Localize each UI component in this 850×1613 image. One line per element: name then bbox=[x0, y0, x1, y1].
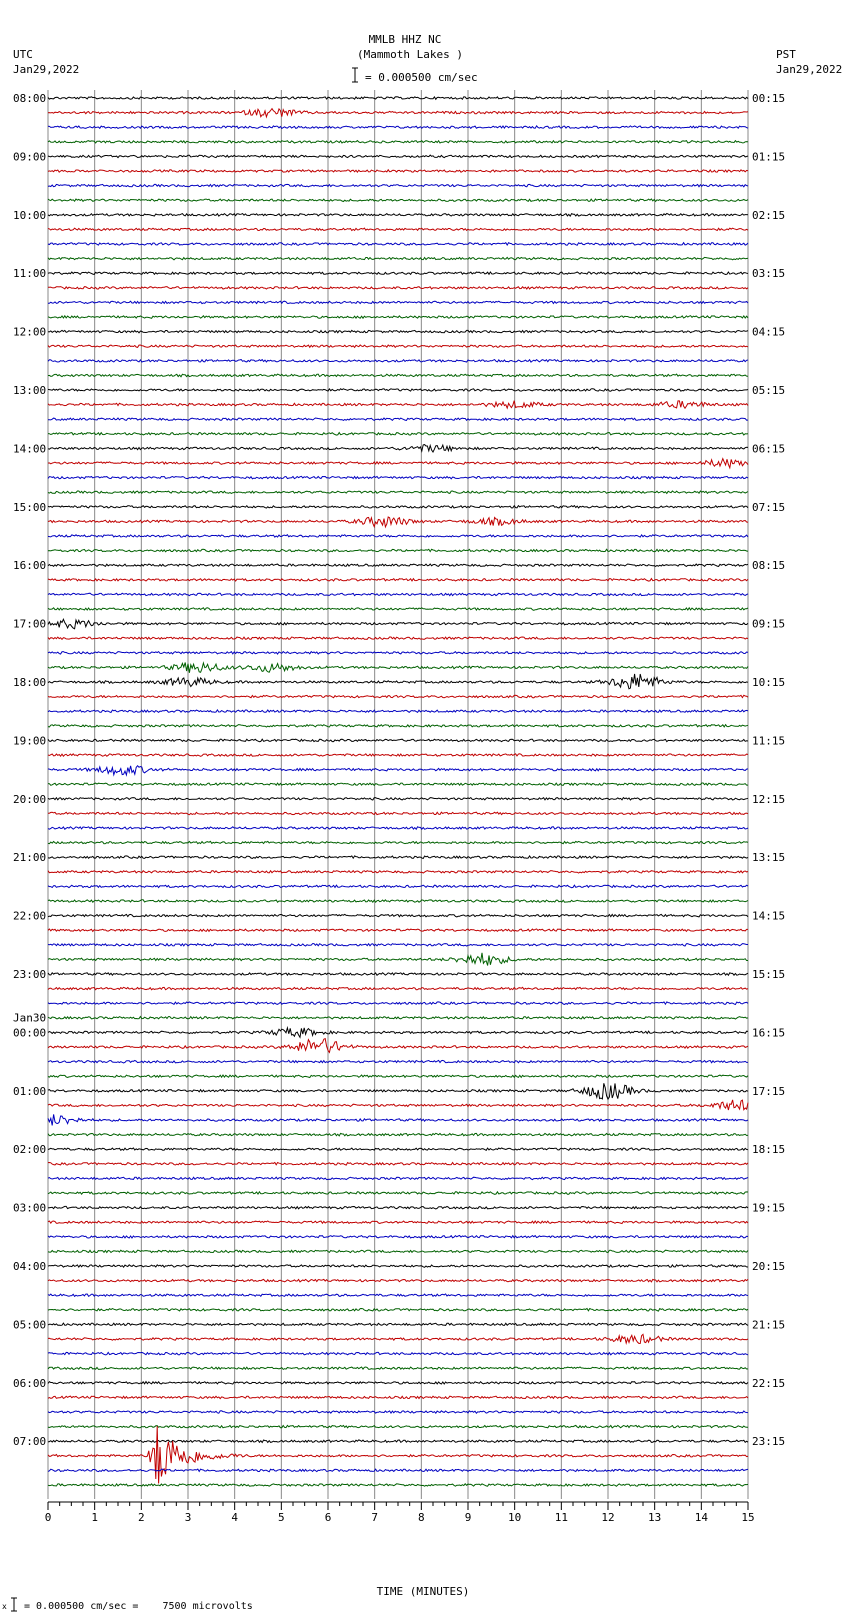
trace-line-46 bbox=[48, 766, 748, 775]
left-timezone: UTC bbox=[13, 48, 33, 61]
x-axis bbox=[45, 1502, 755, 1524]
pst-label: 18:15 bbox=[752, 1143, 786, 1157]
trace-line-49 bbox=[48, 812, 748, 815]
utc-label: 17:00 bbox=[13, 617, 47, 631]
trace-line-66 bbox=[48, 1060, 748, 1063]
trace-line-4 bbox=[48, 155, 748, 158]
date-change-label: Jan30 bbox=[13, 1011, 47, 1025]
trace-line-31 bbox=[48, 549, 748, 552]
trace-line-79 bbox=[48, 1250, 748, 1252]
trace-line-57 bbox=[48, 929, 748, 932]
trace-line-18 bbox=[48, 360, 748, 363]
pst-label: 13:15 bbox=[752, 851, 786, 865]
trace-line-85 bbox=[48, 1334, 748, 1343]
scale-bar-icon bbox=[352, 68, 358, 82]
trace-line-56 bbox=[48, 914, 748, 917]
pst-label: 19:15 bbox=[752, 1201, 786, 1215]
right-timezone: PST bbox=[776, 48, 796, 61]
trace-line-89 bbox=[48, 1396, 748, 1399]
pst-label: 05:15 bbox=[752, 384, 786, 397]
trace-line-48 bbox=[48, 798, 748, 800]
pst-label: 00:15 bbox=[752, 92, 786, 105]
utc-label: 19:00 bbox=[13, 734, 47, 748]
location-title: (Mammoth Lakes ) bbox=[357, 48, 463, 61]
trace-line-27 bbox=[48, 491, 748, 493]
pst-label: 03:15 bbox=[752, 267, 786, 281]
utc-label: 05:00 bbox=[13, 1318, 47, 1332]
trace-line-82 bbox=[48, 1294, 748, 1297]
trace-line-68 bbox=[48, 1083, 748, 1099]
pst-label: 01:15 bbox=[752, 150, 786, 164]
x-tick-label: 3 bbox=[184, 1511, 192, 1524]
x-tick-label: 12 bbox=[601, 1511, 615, 1524]
trace-line-22 bbox=[48, 418, 748, 420]
x-tick-label: 13 bbox=[648, 1511, 662, 1524]
utc-hour-labels bbox=[13, 92, 46, 1448]
trace-line-69 bbox=[48, 1100, 748, 1110]
trace-line-41 bbox=[48, 695, 748, 698]
trace-line-1 bbox=[48, 109, 748, 117]
utc-label: 22:00 bbox=[13, 909, 47, 923]
trace-line-24 bbox=[48, 445, 748, 452]
trace-line-77 bbox=[48, 1221, 748, 1224]
footer-scale-bar-icon bbox=[11, 1598, 17, 1611]
trace-line-21 bbox=[48, 401, 748, 409]
trace-line-63 bbox=[48, 1017, 748, 1020]
utc-label: 15:00 bbox=[13, 500, 47, 514]
utc-label: 00:00 bbox=[13, 1026, 47, 1040]
trace-line-6 bbox=[48, 184, 748, 186]
station-title: MMLB HHZ NC bbox=[368, 33, 442, 46]
trace-line-71 bbox=[48, 1133, 748, 1136]
utc-label: 11:00 bbox=[13, 267, 47, 281]
trace-line-30 bbox=[48, 535, 748, 537]
trace-line-12 bbox=[48, 272, 748, 275]
trace-line-44 bbox=[48, 739, 748, 742]
trace-line-72 bbox=[48, 1148, 748, 1150]
utc-label: 18:00 bbox=[13, 676, 47, 689]
x-tick-label: 7 bbox=[371, 1511, 378, 1524]
utc-label: 02:00 bbox=[13, 1143, 47, 1157]
trace-line-34 bbox=[48, 593, 748, 596]
trace-line-81 bbox=[48, 1279, 748, 1282]
utc-label: 06:00 bbox=[13, 1376, 47, 1390]
trace-line-43 bbox=[48, 725, 748, 727]
trace-line-14 bbox=[48, 301, 748, 304]
utc-label: 03:00 bbox=[13, 1201, 47, 1215]
pst-label: 04:15 bbox=[752, 325, 786, 339]
trace-line-55 bbox=[48, 900, 748, 903]
pst-label: 22:15 bbox=[752, 1376, 786, 1390]
trace-line-13 bbox=[48, 287, 748, 290]
trace-line-0 bbox=[48, 97, 748, 100]
utc-label: 13:00 bbox=[13, 384, 47, 397]
trace-line-75 bbox=[48, 1192, 748, 1195]
trace-line-29 bbox=[48, 517, 748, 527]
trace-line-19 bbox=[48, 374, 748, 377]
x-tick-label: 1 bbox=[91, 1511, 98, 1524]
utc-label: 12:00 bbox=[13, 325, 47, 339]
utc-label: 20:00 bbox=[13, 792, 47, 806]
trace-line-7 bbox=[48, 199, 748, 202]
trace-line-65 bbox=[48, 1039, 748, 1053]
trace-line-9 bbox=[48, 228, 748, 231]
x-tick-label: 2 bbox=[138, 1511, 145, 1524]
trace-line-39 bbox=[48, 663, 748, 673]
trace-line-59 bbox=[48, 953, 748, 966]
trace-line-53 bbox=[48, 871, 748, 873]
trace-line-60 bbox=[48, 973, 748, 976]
x-tick-label: 14 bbox=[694, 1511, 708, 1524]
trace-line-42 bbox=[48, 710, 748, 713]
trace-line-23 bbox=[48, 433, 748, 436]
trace-line-91 bbox=[48, 1425, 748, 1428]
trace-line-47 bbox=[48, 783, 748, 786]
trace-line-16 bbox=[48, 330, 748, 332]
trace-line-83 bbox=[48, 1309, 748, 1312]
trace-line-70 bbox=[48, 1114, 748, 1125]
pst-label: 06:15 bbox=[752, 442, 786, 456]
pst-label: 12:15 bbox=[752, 792, 786, 806]
utc-label: 16:00 bbox=[13, 559, 47, 573]
trace-line-28 bbox=[48, 506, 748, 509]
trace-line-37 bbox=[48, 637, 748, 639]
utc-label: 23:00 bbox=[13, 968, 47, 981]
pst-label: 23:15 bbox=[752, 1435, 786, 1449]
x-tick-label: 9 bbox=[464, 1511, 472, 1524]
trace-line-36 bbox=[48, 619, 748, 629]
trace-line-11 bbox=[48, 257, 748, 259]
utc-label: 04:00 bbox=[13, 1260, 47, 1273]
trace-line-2 bbox=[48, 126, 748, 129]
pst-hour-labels bbox=[752, 92, 785, 1448]
x-tick-label: 4 bbox=[231, 1511, 238, 1524]
pst-label: 17:15 bbox=[752, 1084, 786, 1098]
trace-line-52 bbox=[48, 856, 748, 859]
trace-line-92 bbox=[48, 1440, 748, 1443]
trace-line-32 bbox=[48, 564, 748, 566]
trace-line-93 bbox=[48, 1426, 748, 1483]
utc-label: 10:00 bbox=[13, 208, 47, 222]
trace-line-8 bbox=[48, 214, 748, 217]
trace-line-64 bbox=[48, 1028, 748, 1037]
trace-line-58 bbox=[48, 944, 748, 946]
utc-label: 07:00 bbox=[13, 1435, 47, 1449]
trace-line-87 bbox=[48, 1367, 748, 1370]
trace-line-51 bbox=[48, 841, 748, 843]
trace-line-80 bbox=[48, 1265, 748, 1268]
trace-line-94 bbox=[48, 1469, 748, 1472]
pst-label: 08:15 bbox=[752, 559, 786, 573]
x-tick-label: 15 bbox=[741, 1511, 755, 1524]
pst-label: 16:15 bbox=[752, 1026, 786, 1040]
pst-label: 10:15 bbox=[752, 676, 786, 689]
trace-line-78 bbox=[48, 1236, 748, 1239]
footer-marker: x bbox=[2, 1602, 7, 1611]
footer-scale-note: = 0.000500 cm/sec = 7500 microvolts bbox=[24, 1601, 253, 1612]
trace-line-25 bbox=[48, 459, 748, 468]
trace-line-88 bbox=[48, 1382, 748, 1385]
x-tick-label: 0 bbox=[44, 1511, 52, 1524]
pst-label: 07:15 bbox=[752, 500, 786, 514]
pst-label: 20:15 bbox=[752, 1260, 786, 1273]
trace-line-54 bbox=[48, 885, 748, 888]
x-tick-label: 11 bbox=[554, 1511, 568, 1524]
scale-label: = 0.000500 cm/sec bbox=[365, 71, 478, 84]
utc-label: 21:00 bbox=[13, 851, 47, 865]
x-tick-label: 6 bbox=[324, 1511, 332, 1524]
trace-line-35 bbox=[48, 608, 748, 611]
trace-line-17 bbox=[48, 345, 748, 348]
trace-line-45 bbox=[48, 754, 748, 757]
trace-line-5 bbox=[48, 170, 748, 172]
trace-line-26 bbox=[48, 476, 748, 479]
trace-line-74 bbox=[48, 1177, 748, 1179]
trace-line-95 bbox=[48, 1484, 748, 1486]
pst-label: 14:15 bbox=[752, 909, 786, 923]
pst-label: 02:15 bbox=[752, 208, 786, 222]
trace-line-50 bbox=[48, 827, 748, 830]
trace-line-67 bbox=[48, 1075, 748, 1078]
pst-label: 15:15 bbox=[752, 968, 786, 981]
trace-line-84 bbox=[48, 1323, 748, 1326]
right-date: Jan29,2022 bbox=[776, 63, 843, 76]
trace-line-76 bbox=[48, 1206, 748, 1209]
x-tick-label: 5 bbox=[278, 1511, 285, 1524]
trace-line-40 bbox=[48, 674, 748, 689]
trace-line-10 bbox=[48, 243, 748, 246]
pst-label: 09:15 bbox=[752, 617, 786, 631]
x-tick-label: 8 bbox=[418, 1511, 425, 1524]
trace-line-90 bbox=[48, 1411, 748, 1414]
trace-line-86 bbox=[48, 1352, 748, 1355]
trace-line-61 bbox=[48, 987, 748, 990]
trace-line-38 bbox=[48, 652, 748, 655]
pst-label: 21:15 bbox=[752, 1318, 786, 1332]
trace-group bbox=[48, 97, 748, 1486]
utc-label: 14:00 bbox=[13, 442, 47, 456]
x-tick-label: 10 bbox=[508, 1511, 522, 1524]
left-date: Jan29,2022 bbox=[13, 63, 80, 76]
trace-line-73 bbox=[48, 1163, 748, 1166]
utc-label: 09:00 bbox=[13, 150, 47, 164]
x-axis-label: TIME (MINUTES) bbox=[376, 1585, 470, 1598]
trace-line-62 bbox=[48, 1002, 748, 1005]
utc-label: 08:00 bbox=[13, 92, 47, 105]
trace-line-3 bbox=[48, 141, 748, 143]
trace-line-33 bbox=[48, 579, 748, 582]
pst-label: 11:15 bbox=[752, 734, 786, 748]
trace-line-15 bbox=[48, 316, 748, 319]
trace-line-20 bbox=[48, 389, 748, 392]
utc-label: 01:00 bbox=[13, 1084, 47, 1098]
